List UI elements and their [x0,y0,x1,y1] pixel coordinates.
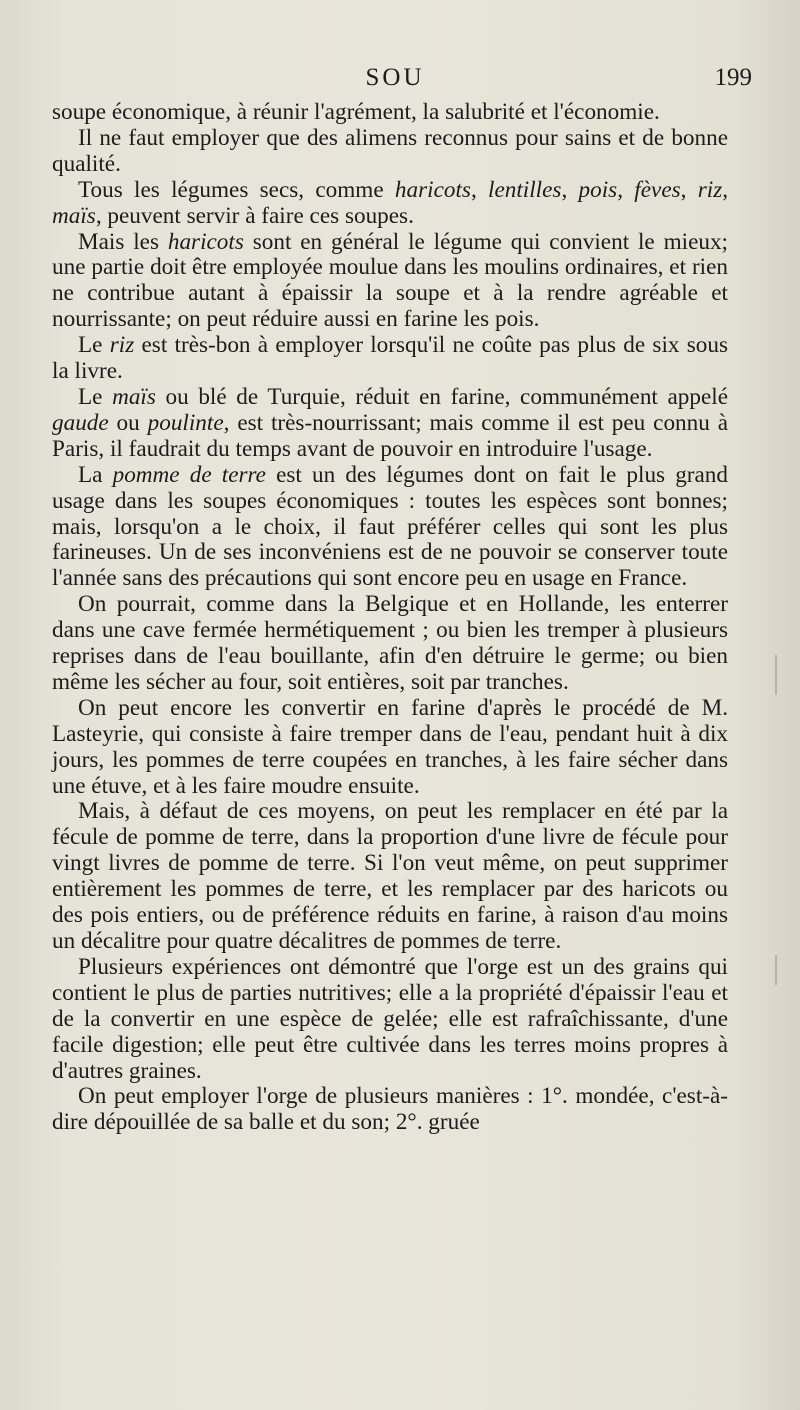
paragraph [52,230,728,334]
paragraph [52,333,728,385]
text-span: , [680,176,698,203]
paragraph [52,178,728,230]
text-span: Il ne faut employer que des alimens reconnus pour sains et de bonne qualité. [52,124,728,177]
italic-term: riz [697,176,723,203]
italic-term: haricots [167,228,244,255]
text-span: La [78,461,113,488]
paragraph [52,1084,728,1136]
italic-term: riz [109,332,135,359]
italic-term: gaude [52,409,109,436]
italic-term: haricots [394,176,471,203]
text-span: est très-bon à employer lorsqu'il ne coûte pas plus de six sous la livre. [52,332,728,385]
text-span: Plusieurs expériences ont démontré que l'orge est un des grains qui contient le plus de parties nutritives; elle a la propriété d'épaissir l'eau et de la convertir en une espèce de gelée; elle est rafraîchissante, d'une facile digestion; elle peut être cultivée dans les terres moins propres à d'autres graines. [52,953,728,1084]
italic-term: maïs [112,383,156,410]
text-span: , [722,176,729,203]
italic-term: fèves [634,176,681,203]
text-span: est un des légumes dont on fait le plus grand usage dans les soupes économiques : toutes les espèces sont bonnes; mais, lorsqu'on a le choix, il faut préférer celles qui sont les plus farineuses. Un de ses inconvéniens est de ne pouvoir se conserver toute l'année sans des précautions qui sont encore peu en usage en France. [52,461,728,592]
paragraph [52,592,728,696]
text-span: ou blé de Turquie, réduit en farine, communément appelé [155,383,728,410]
italic-term: lentilles [488,176,562,203]
italic-term: poulinte [147,409,224,436]
italic-term: pomme de terre [112,461,266,488]
paragraph [52,799,728,954]
italic-term: maïs [52,202,96,229]
paragraph [52,463,728,593]
paragraph [52,100,728,126]
text-span: On pourrait, comme dans la Belgique et en Hollande, les enterrer dans une cave fermée hermétiquement ; ou bien les tremper à plusieurs reprises dans de l'eau bouillante, afin d'en détruire le germe; ou bien même les sécher au four, soit entières, soit par tranches. [52,591,728,695]
body-text [52,100,728,1136]
text-span: , peuvent servir à faire ces soupes. [95,202,414,229]
text-span: On peut employer l'orge de plusieurs manières : 1°. mondée, c'est-à-dire dépouillée de sa balle et du son; 2°. gruée [52,1083,728,1136]
italic-term: pois [578,176,618,203]
text-span: soupe économique, à réunir l'agrément, la salubrité et l'économie. [52,99,660,125]
text-span: Mais, à défaut de ces moyens, on peut les remplacer en été par la fécule de pomme de terre, dans la proportion d'une livre de fécule pour vingt livres de pomme de terre. Si l'on veut même, on peut supprimer entièrement les pommes de terre, et les remplacer par des haricots ou des pois entiers, ou de préférence réduits en farine, à raison d'au moins un décalitre pour quatre décalitres de pommes de terre. [52,798,728,954]
paragraph [52,955,728,1085]
page-header [50,64,752,100]
running-head: SOU [365,64,425,91]
text-span: Le [78,332,110,359]
text-span: Le [78,383,113,410]
text-span: sont en général le légume qui convient le mieux; une partie doit être employée moulue dans les moulins ordinaires, et rien ne contribue autant à épaissir la soupe et à la rendre agréable et nourrissante; on peut réduire aussi en farine les pois. [52,228,728,333]
text-span: Mais les [78,228,168,255]
text-span: , [617,176,635,203]
page-edge-mark [775,655,777,695]
text-span: Tous les légumes secs, comme [78,176,395,203]
text-span: , [470,176,489,203]
text-span: On peut encore les convertir en farine d'après le procédé de M. Lasteyrie, qui consiste à faire tremper dans de l'eau, pendant huit à dix jours, les pommes de terre coupées en tranches, à les faire sécher dans une étuve, et à les faire moudre ensuite. [52,694,728,799]
page-number: 199 [714,64,752,91]
text-span: , est très-nourrissant; mais comme il est peu connu à Paris, il faudrait du temps avant de pouvoir en introduire l'usage. [52,409,728,462]
paragraph [52,126,728,178]
page-edge-mark [775,955,777,985]
paragraph [52,696,728,800]
paragraph [52,385,728,463]
text-span: ou [108,409,148,436]
text-span: , [561,176,579,203]
